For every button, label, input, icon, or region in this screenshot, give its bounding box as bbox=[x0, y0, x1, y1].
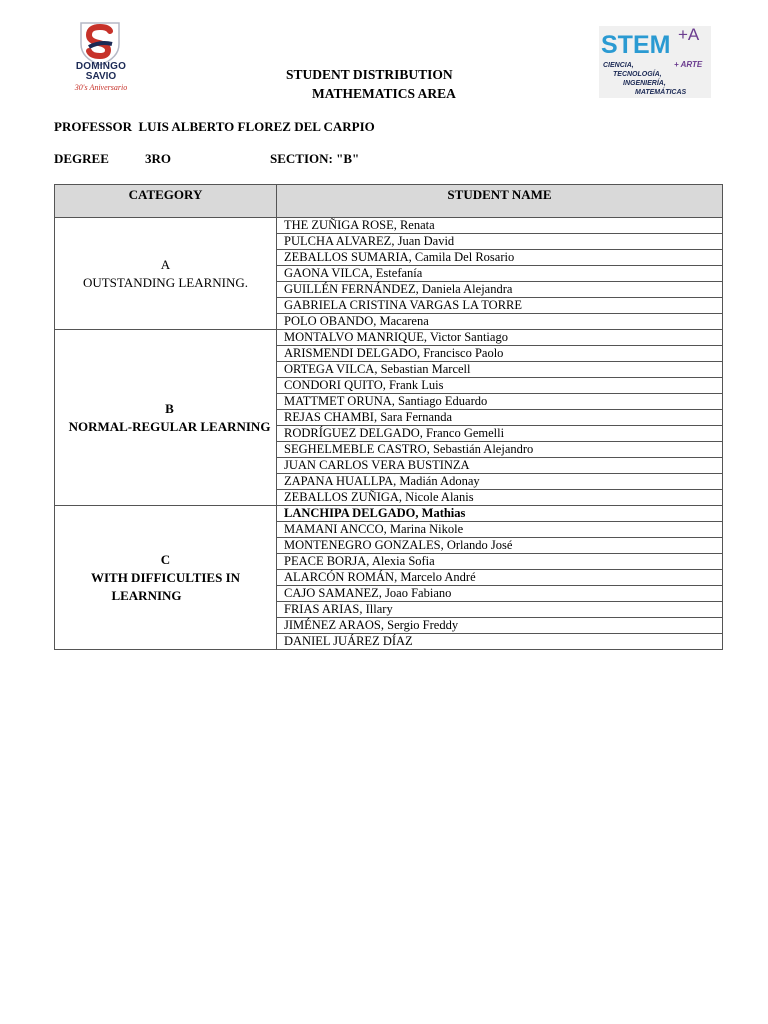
student-last-name: CONDORI QUITO, bbox=[284, 378, 386, 392]
table-body bbox=[55, 218, 723, 650]
category-label bbox=[59, 400, 280, 436]
student-last-name: MONTALVO MANRIQUE, bbox=[284, 330, 427, 344]
student-last-name: PEACE BORJA, bbox=[284, 554, 370, 568]
category-description: NORMAL-REGULAR LEARNING bbox=[68, 418, 271, 434]
student-name-cell bbox=[277, 266, 723, 282]
student-name-cell bbox=[277, 282, 723, 298]
student-first-name: Sara Fernanda bbox=[380, 410, 453, 424]
logo-text-anniversary: 30's Aniversario bbox=[74, 83, 128, 92]
student-name-cell bbox=[277, 618, 723, 634]
category-label bbox=[55, 256, 276, 292]
domingo-savio-logo bbox=[72, 20, 130, 96]
student-name-cell bbox=[277, 394, 723, 410]
category-letter: B bbox=[165, 400, 174, 416]
document-title: STUDENT DISTRIBUTION bbox=[286, 67, 453, 82]
professor-name: LUIS ALBERTO FLOREZ DEL CARPIO bbox=[138, 119, 375, 134]
document-subtitle: MATHEMATICS AREA bbox=[312, 86, 456, 101]
student-name-cell bbox=[277, 634, 723, 650]
student-name-cell bbox=[277, 410, 723, 426]
student-first-name: Frank Luis bbox=[388, 378, 444, 392]
student-name-cell bbox=[277, 538, 723, 554]
student-first-name: Illary bbox=[365, 602, 393, 616]
student-name-cell bbox=[277, 506, 723, 522]
professor-line bbox=[54, 119, 375, 135]
category-letter: A bbox=[160, 256, 171, 272]
stem-logo bbox=[599, 26, 711, 98]
category-label bbox=[55, 551, 276, 605]
student-last-name: ZEBALLOS SUMARIA, bbox=[284, 250, 412, 264]
student-first-name: Macarena bbox=[379, 314, 429, 328]
student-name-cell bbox=[277, 298, 723, 314]
student-last-name: REJAS CHAMBI, bbox=[284, 410, 378, 424]
student-first-name: Marina Nikole bbox=[389, 522, 464, 536]
student-name-cell bbox=[277, 426, 723, 442]
student-first-name: Franco Gemelli bbox=[426, 426, 505, 440]
student-name-cell bbox=[277, 378, 723, 394]
student-name-cell bbox=[277, 218, 723, 234]
student-last-name: CAJO SAMANEZ, bbox=[284, 586, 382, 600]
stem-logo-line: TECNOLOGÍA, bbox=[613, 71, 662, 78]
degree-label: DEGREE bbox=[54, 151, 109, 166]
student-last-name: MONTENEGRO GONZALES, bbox=[284, 538, 444, 552]
student-first-name: Alexia Sofia bbox=[371, 554, 435, 568]
student-last-name: GAONA VILCA, bbox=[284, 266, 373, 280]
student-name-cell bbox=[277, 602, 723, 618]
category-header: CATEGORY bbox=[55, 185, 277, 218]
student-name-cell bbox=[277, 314, 723, 330]
student-last-name: MATTMET ORUNA, bbox=[284, 394, 395, 408]
student-last-name: ARISMENDI DELGADO, bbox=[284, 346, 421, 360]
student-first-name: Victor Santiago bbox=[429, 330, 508, 344]
shield-logo-icon bbox=[75, 20, 125, 66]
stem-logo-line: MATEMÁTICAS bbox=[635, 89, 687, 96]
student-last-name: ZAPANA HUALLPA, bbox=[284, 474, 397, 488]
student-name-cell bbox=[277, 522, 723, 538]
student-last-name: PULCHA ALVAREZ, bbox=[284, 234, 395, 248]
student-name-cell bbox=[277, 458, 723, 474]
student-last-name: POLO OBANDO, bbox=[284, 314, 377, 328]
student-last-name: LANCHIPA DELGADO, bbox=[284, 506, 419, 520]
student-first-name: Santiago Eduardo bbox=[398, 394, 488, 408]
degree-value: 3RO bbox=[145, 151, 171, 166]
student-name-cell bbox=[277, 234, 723, 250]
student-distribution-table bbox=[54, 184, 723, 650]
student-last-name: JIMÉNEZ ARAOS, bbox=[284, 618, 385, 632]
student-first-name: Estefanía bbox=[375, 266, 423, 280]
student-first-name: Mathias bbox=[421, 506, 466, 520]
student-last-name: GUILLÉN FERNÁNDEZ, bbox=[284, 282, 419, 296]
student-last-name: GABRIELA CRISTINA VARGAS LA TORRE bbox=[284, 298, 523, 312]
student-name-header: STUDENT NAME bbox=[277, 185, 723, 218]
student-last-name: THE ZUÑIGA ROSE, bbox=[284, 218, 397, 232]
student-name-cell bbox=[277, 570, 723, 586]
student-first-name: Juan David bbox=[397, 234, 455, 248]
student-name-cell bbox=[277, 330, 723, 346]
student-first-name: Francisco Paolo bbox=[423, 346, 504, 360]
student-name-cell bbox=[277, 586, 723, 602]
student-name-cell bbox=[277, 490, 723, 506]
student-first-name: Sebastian Marcell bbox=[380, 362, 471, 376]
category-cell bbox=[55, 218, 277, 330]
student-first-name: Marcelo André bbox=[400, 570, 476, 584]
category-cell bbox=[55, 330, 277, 506]
table-row bbox=[55, 218, 723, 234]
category-cell bbox=[55, 506, 277, 650]
student-last-name: ZEBALLOS ZUÑIGA, bbox=[284, 490, 403, 504]
category-description: OUTSTANDING LEARNING. bbox=[82, 274, 249, 290]
stem-logo-arte: + ARTE bbox=[674, 60, 703, 69]
student-first-name: Camila Del Rosario bbox=[414, 250, 515, 264]
stem-logo-main: STEM bbox=[601, 31, 671, 59]
stem-logo-plus-a: +A bbox=[678, 25, 700, 44]
student-name-cell bbox=[277, 346, 723, 362]
logo-text-savio: SAVIO bbox=[85, 71, 117, 82]
category-letter: C bbox=[160, 551, 171, 567]
student-last-name: RODRÍGUEZ DELGADO, bbox=[284, 426, 423, 440]
professor-label: PROFESSOR bbox=[54, 119, 133, 134]
logo-text-domingo: DOMINGO bbox=[75, 61, 127, 72]
student-first-name: Daniela Alejandra bbox=[421, 282, 513, 296]
student-name-cell bbox=[277, 362, 723, 378]
student-last-name: JUAN CARLOS VERA BUSTINZA bbox=[284, 458, 470, 472]
student-last-name: MAMANI ANCCO, bbox=[284, 522, 387, 536]
student-first-name: Sergio Freddy bbox=[387, 618, 459, 632]
student-first-name: Joao Fabiano bbox=[385, 586, 452, 600]
student-name-cell bbox=[277, 554, 723, 570]
category-description: WITH DIFFICULTIES IN bbox=[90, 569, 241, 585]
table-header-row bbox=[55, 185, 723, 218]
stem-logo-line: CIENCIA, bbox=[603, 62, 634, 69]
student-last-name: SEGHELMEBLE CASTRO, bbox=[284, 442, 430, 456]
table-row bbox=[55, 330, 723, 346]
section-label: SECTION: "B" bbox=[270, 151, 360, 166]
student-first-name: Madián Adonay bbox=[399, 474, 480, 488]
student-name-cell bbox=[277, 442, 723, 458]
student-last-name: ALARCÓN ROMÁN, bbox=[284, 570, 398, 584]
student-first-name: Orlando José bbox=[446, 538, 513, 552]
student-first-name: Renata bbox=[399, 218, 435, 232]
category-description: LEARNING bbox=[111, 587, 182, 603]
stem-logo-line: INGENIERÍA, bbox=[623, 80, 666, 87]
student-name-cell bbox=[277, 474, 723, 490]
student-first-name: Nicole Alanis bbox=[405, 490, 474, 504]
student-last-name: FRIAS ARIAS, bbox=[284, 602, 363, 616]
student-name-cell bbox=[277, 250, 723, 266]
student-last-name: DANIEL JUÁREZ DÍAZ bbox=[284, 634, 413, 648]
student-last-name: ORTEGA VILCA, bbox=[284, 362, 378, 376]
student-first-name: Sebastián Alejandro bbox=[432, 442, 534, 456]
table-row bbox=[55, 506, 723, 522]
